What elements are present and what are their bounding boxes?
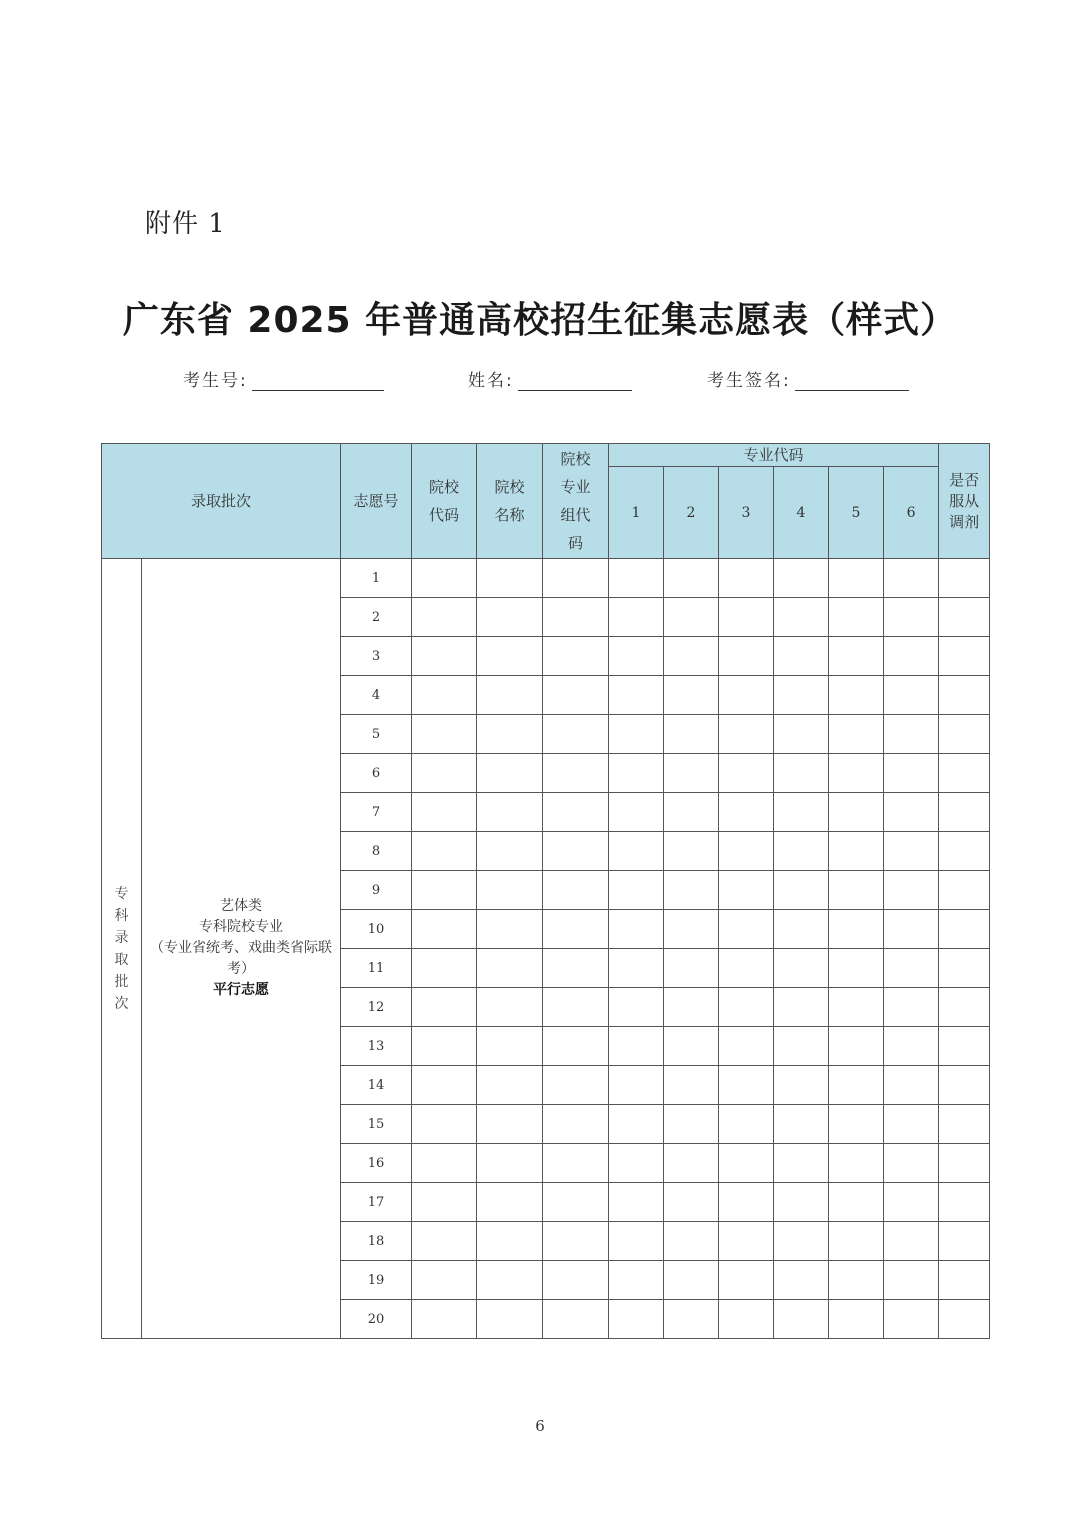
major-code-3-cell[interactable]	[719, 949, 774, 988]
signature-field[interactable]	[707, 366, 909, 391]
name-field[interactable]	[468, 366, 632, 391]
choice-number: 13	[341, 1027, 412, 1066]
major-code-2-cell[interactable]	[664, 832, 719, 871]
group-code-cell[interactable]	[543, 1105, 609, 1144]
major-code-6-cell[interactable]	[884, 1300, 939, 1339]
major-code-1-cell[interactable]	[609, 1144, 664, 1183]
group-code-cell[interactable]	[543, 637, 609, 676]
major-code-1-cell[interactable]	[609, 1183, 664, 1222]
choice-number: 1	[341, 559, 412, 598]
major-code-4-cell[interactable]	[774, 598, 829, 637]
signature-label: 考生签名:	[707, 371, 791, 391]
major-code-6-cell[interactable]	[884, 910, 939, 949]
school-code-cell[interactable]	[412, 1144, 477, 1183]
school-code-cell[interactable]	[412, 559, 477, 598]
header-major-3: 3	[719, 467, 774, 559]
major-code-3-cell[interactable]	[719, 832, 774, 871]
school-code-cell[interactable]	[412, 1222, 477, 1261]
school-name-cell[interactable]	[477, 715, 543, 754]
major-code-4-cell[interactable]	[774, 1183, 829, 1222]
major-code-3-cell[interactable]	[719, 637, 774, 676]
school-code-cell[interactable]	[412, 910, 477, 949]
school-name-cell[interactable]	[477, 1300, 543, 1339]
major-code-3-cell[interactable]	[719, 1066, 774, 1105]
major-code-6-cell[interactable]	[884, 871, 939, 910]
major-code-4-cell[interactable]	[774, 1105, 829, 1144]
header-batch: 录取批次	[102, 444, 341, 559]
choice-number: 16	[341, 1144, 412, 1183]
major-code-4-cell[interactable]	[774, 637, 829, 676]
major-code-3-cell[interactable]	[719, 910, 774, 949]
major-code-5-cell[interactable]	[829, 793, 884, 832]
adjust-cell[interactable]	[939, 676, 990, 715]
major-code-5-cell[interactable]	[829, 598, 884, 637]
major-code-1-cell[interactable]	[609, 1066, 664, 1105]
major-code-2-cell[interactable]	[664, 949, 719, 988]
major-code-5-cell[interactable]	[829, 1144, 884, 1183]
school-name-cell[interactable]	[477, 871, 543, 910]
major-code-2-cell[interactable]	[664, 871, 719, 910]
major-code-6-cell[interactable]	[884, 1027, 939, 1066]
adjust-cell[interactable]	[939, 754, 990, 793]
group-code-cell[interactable]	[543, 559, 609, 598]
group-code-cell[interactable]	[543, 1144, 609, 1183]
group-code-cell[interactable]	[543, 1222, 609, 1261]
major-code-2-cell[interactable]	[664, 715, 719, 754]
major-code-1-cell[interactable]	[609, 910, 664, 949]
adjust-cell[interactable]	[939, 1300, 990, 1339]
major-code-1-cell[interactable]	[609, 754, 664, 793]
header-choice-no: 志愿号	[341, 444, 412, 559]
adjust-cell[interactable]	[939, 598, 990, 637]
major-code-5-cell[interactable]	[829, 910, 884, 949]
major-code-1-cell[interactable]	[609, 1222, 664, 1261]
group-code-cell[interactable]	[543, 871, 609, 910]
major-code-6-cell[interactable]	[884, 1222, 939, 1261]
major-code-2-cell[interactable]	[664, 637, 719, 676]
school-name-cell[interactable]	[477, 910, 543, 949]
major-code-5-cell[interactable]	[829, 1183, 884, 1222]
candidate-number-label: 考生号:	[183, 371, 248, 391]
group-code-cell[interactable]	[543, 793, 609, 832]
candidate-info-fields	[0, 366, 1080, 396]
school-name-cell[interactable]	[477, 1105, 543, 1144]
school-name-cell[interactable]	[477, 1183, 543, 1222]
major-code-3-cell[interactable]	[719, 754, 774, 793]
school-name-cell[interactable]	[477, 949, 543, 988]
choice-number: 4	[341, 676, 412, 715]
major-code-1-cell[interactable]	[609, 598, 664, 637]
header-group-code-text: 院校专业组代码	[560, 450, 591, 552]
major-code-4-cell[interactable]	[774, 949, 829, 988]
major-code-5-cell[interactable]	[829, 1222, 884, 1261]
school-code-cell[interactable]	[412, 1105, 477, 1144]
major-code-3-cell[interactable]	[719, 598, 774, 637]
school-name-cell[interactable]	[477, 559, 543, 598]
choice-number: 2	[341, 598, 412, 637]
adjust-cell[interactable]	[939, 1105, 990, 1144]
major-code-1-cell[interactable]	[609, 637, 664, 676]
major-code-6-cell[interactable]	[884, 1066, 939, 1105]
major-code-2-cell[interactable]	[664, 1183, 719, 1222]
application-form-table	[101, 443, 990, 1339]
major-code-5-cell[interactable]	[829, 871, 884, 910]
choice-number: 20	[341, 1300, 412, 1339]
major-code-5-cell[interactable]	[829, 715, 884, 754]
major-code-6-cell[interactable]	[884, 676, 939, 715]
major-code-6-cell[interactable]	[884, 598, 939, 637]
adjust-cell[interactable]	[939, 715, 990, 754]
major-code-2-cell[interactable]	[664, 793, 719, 832]
header-major-1: 1	[609, 467, 664, 559]
choice-number: 15	[341, 1105, 412, 1144]
major-code-1-cell[interactable]	[609, 1105, 664, 1144]
choice-number: 14	[341, 1066, 412, 1105]
major-code-4-cell[interactable]	[774, 832, 829, 871]
choice-number: 7	[341, 793, 412, 832]
major-code-4-cell[interactable]	[774, 1066, 829, 1105]
choice-number: 8	[341, 832, 412, 871]
choice-number: 12	[341, 988, 412, 1027]
header-school-code-text: 院校代码	[429, 478, 460, 524]
major-code-4-cell[interactable]	[774, 715, 829, 754]
header-major-2: 2	[664, 467, 719, 559]
school-code-cell[interactable]	[412, 598, 477, 637]
major-code-5-cell[interactable]	[829, 988, 884, 1027]
major-code-4-cell[interactable]	[774, 871, 829, 910]
major-code-3-cell[interactable]	[719, 1261, 774, 1300]
school-name-cell[interactable]	[477, 637, 543, 676]
school-code-cell[interactable]	[412, 1300, 477, 1339]
major-code-2-cell[interactable]	[664, 1222, 719, 1261]
adjust-cell[interactable]	[939, 1144, 990, 1183]
school-code-cell[interactable]	[412, 637, 477, 676]
major-code-3-cell[interactable]	[719, 559, 774, 598]
choice-number: 3	[341, 637, 412, 676]
major-code-4-cell[interactable]	[774, 1300, 829, 1339]
major-code-1-cell[interactable]	[609, 559, 664, 598]
major-code-4-cell[interactable]	[774, 988, 829, 1027]
page-title: 广东省 2025 年普通高校招生征集志愿表（样式）	[122, 300, 958, 341]
major-code-6-cell[interactable]	[884, 1183, 939, 1222]
major-code-1-cell[interactable]	[609, 1027, 664, 1066]
adjust-cell[interactable]	[939, 910, 990, 949]
school-code-cell[interactable]	[412, 1066, 477, 1105]
major-code-6-cell[interactable]	[884, 793, 939, 832]
choice-number: 5	[341, 715, 412, 754]
major-code-6-cell[interactable]	[884, 1144, 939, 1183]
major-code-2-cell[interactable]	[664, 598, 719, 637]
major-code-6-cell[interactable]	[884, 715, 939, 754]
major-code-6-cell[interactable]	[884, 637, 939, 676]
school-code-cell[interactable]	[412, 676, 477, 715]
major-code-2-cell[interactable]	[664, 910, 719, 949]
major-code-2-cell[interactable]	[664, 1144, 719, 1183]
school-name-cell[interactable]	[477, 832, 543, 871]
major-code-1-cell[interactable]	[609, 871, 664, 910]
adjust-cell[interactable]	[939, 1261, 990, 1300]
major-code-3-cell[interactable]	[719, 1222, 774, 1261]
major-code-4-cell[interactable]	[774, 559, 829, 598]
major-code-2-cell[interactable]	[664, 1066, 719, 1105]
major-code-2-cell[interactable]	[664, 988, 719, 1027]
adjust-cell[interactable]	[939, 949, 990, 988]
major-code-2-cell[interactable]	[664, 1261, 719, 1300]
adjust-cell[interactable]	[939, 1027, 990, 1066]
major-code-5-cell[interactable]	[829, 1066, 884, 1105]
major-code-5-cell[interactable]	[829, 832, 884, 871]
batch-desc-line4: 平行志愿	[213, 982, 269, 998]
choice-number: 9	[341, 871, 412, 910]
major-code-5-cell[interactable]	[829, 949, 884, 988]
group-code-cell[interactable]	[543, 1027, 609, 1066]
school-code-cell[interactable]	[412, 1261, 477, 1300]
batch-name: 专科录取批次	[114, 885, 129, 1012]
batch-desc-line3: （专业省统考、戏曲类省际联考）	[150, 940, 332, 977]
choice-number: 6	[341, 754, 412, 793]
group-code-cell[interactable]	[543, 715, 609, 754]
major-code-3-cell[interactable]	[719, 1144, 774, 1183]
header-major-4: 4	[774, 467, 829, 559]
group-code-cell[interactable]	[543, 676, 609, 715]
adjust-cell[interactable]	[939, 1183, 990, 1222]
header-major-codes: 专业代码	[609, 444, 939, 467]
adjust-cell[interactable]	[939, 559, 990, 598]
batch-desc-line2: 专科院校专业	[199, 919, 283, 935]
major-code-3-cell[interactable]	[719, 676, 774, 715]
group-code-cell[interactable]	[543, 1183, 609, 1222]
major-code-3-cell[interactable]	[719, 1105, 774, 1144]
batch-name-cell	[102, 559, 142, 1339]
school-name-cell[interactable]	[477, 676, 543, 715]
choice-number: 18	[341, 1222, 412, 1261]
major-code-1-cell[interactable]	[609, 676, 664, 715]
major-code-4-cell[interactable]	[774, 910, 829, 949]
major-code-2-cell[interactable]	[664, 1105, 719, 1144]
major-code-3-cell[interactable]	[719, 715, 774, 754]
candidate-number-field[interactable]	[183, 366, 384, 391]
school-code-cell[interactable]	[412, 832, 477, 871]
header-group-code	[543, 444, 609, 559]
major-code-3-cell[interactable]	[719, 871, 774, 910]
major-code-6-cell[interactable]	[884, 1261, 939, 1300]
choice-number: 17	[341, 1183, 412, 1222]
choice-number: 19	[341, 1261, 412, 1300]
group-code-cell[interactable]	[543, 910, 609, 949]
major-code-6-cell[interactable]	[884, 949, 939, 988]
school-code-cell[interactable]	[412, 1183, 477, 1222]
school-code-cell[interactable]	[412, 1027, 477, 1066]
major-code-4-cell[interactable]	[774, 754, 829, 793]
major-code-4-cell[interactable]	[774, 793, 829, 832]
header-school-name-text: 院校名称	[494, 478, 525, 524]
major-code-1-cell[interactable]	[609, 793, 664, 832]
adjust-cell[interactable]	[939, 988, 990, 1027]
header-adjust-text: 是否服从调剂	[949, 470, 980, 531]
major-code-5-cell[interactable]	[829, 1105, 884, 1144]
school-name-cell[interactable]	[477, 793, 543, 832]
major-code-2-cell[interactable]	[664, 559, 719, 598]
school-name-cell[interactable]	[477, 1027, 543, 1066]
school-name-cell[interactable]	[477, 1066, 543, 1105]
major-code-6-cell[interactable]	[884, 559, 939, 598]
major-code-3-cell[interactable]	[719, 988, 774, 1027]
adjust-cell[interactable]	[939, 1066, 990, 1105]
major-code-5-cell[interactable]	[829, 1027, 884, 1066]
attachment-label: 附件 1	[145, 209, 226, 239]
major-code-4-cell[interactable]	[774, 1144, 829, 1183]
major-code-3-cell[interactable]	[719, 793, 774, 832]
school-code-cell[interactable]	[412, 754, 477, 793]
major-code-1-cell[interactable]	[609, 715, 664, 754]
adjust-cell[interactable]	[939, 1222, 990, 1261]
major-code-6-cell[interactable]	[884, 754, 939, 793]
group-code-cell[interactable]	[543, 1066, 609, 1105]
header-school-name	[477, 444, 543, 559]
adjust-cell[interactable]	[939, 793, 990, 832]
major-code-2-cell[interactable]	[664, 1300, 719, 1339]
major-code-2-cell[interactable]	[664, 1027, 719, 1066]
school-code-cell[interactable]	[412, 793, 477, 832]
school-code-cell[interactable]	[412, 871, 477, 910]
group-code-cell[interactable]	[543, 754, 609, 793]
major-code-3-cell[interactable]	[719, 1183, 774, 1222]
major-code-4-cell[interactable]	[774, 676, 829, 715]
name-blank[interactable]	[518, 372, 632, 391]
major-code-2-cell[interactable]	[664, 676, 719, 715]
major-code-6-cell[interactable]	[884, 832, 939, 871]
major-code-6-cell[interactable]	[884, 988, 939, 1027]
major-code-6-cell[interactable]	[884, 1105, 939, 1144]
major-code-1-cell[interactable]	[609, 1300, 664, 1339]
adjust-cell[interactable]	[939, 832, 990, 871]
header-major-5: 5	[829, 467, 884, 559]
major-code-5-cell[interactable]	[829, 637, 884, 676]
major-code-4-cell[interactable]	[774, 1027, 829, 1066]
major-code-1-cell[interactable]	[609, 949, 664, 988]
major-code-2-cell[interactable]	[664, 754, 719, 793]
table-row	[102, 559, 990, 598]
page-number: 6	[535, 1417, 545, 1435]
school-name-cell[interactable]	[477, 1222, 543, 1261]
major-code-4-cell[interactable]	[774, 1222, 829, 1261]
school-code-cell[interactable]	[412, 988, 477, 1027]
school-code-cell[interactable]	[412, 715, 477, 754]
major-code-1-cell[interactable]	[609, 988, 664, 1027]
group-code-cell[interactable]	[543, 988, 609, 1027]
header-adjust	[939, 444, 990, 559]
major-code-4-cell[interactable]	[774, 1261, 829, 1300]
batch-desc-cell	[142, 559, 341, 1339]
school-name-cell[interactable]	[477, 988, 543, 1027]
major-code-5-cell[interactable]	[829, 754, 884, 793]
major-code-1-cell[interactable]	[609, 832, 664, 871]
form-body	[102, 559, 990, 1339]
major-code-1-cell[interactable]	[609, 1261, 664, 1300]
header-major-6: 6	[884, 467, 939, 559]
major-code-3-cell[interactable]	[719, 1300, 774, 1339]
signature-blank[interactable]	[795, 372, 909, 391]
school-code-cell[interactable]	[412, 949, 477, 988]
major-code-5-cell[interactable]	[829, 1261, 884, 1300]
adjust-cell[interactable]	[939, 871, 990, 910]
group-code-cell[interactable]	[543, 1261, 609, 1300]
adjust-cell[interactable]	[939, 637, 990, 676]
school-name-cell[interactable]	[477, 1261, 543, 1300]
candidate-number-blank[interactable]	[252, 372, 384, 391]
major-code-5-cell[interactable]	[829, 559, 884, 598]
group-code-cell[interactable]	[543, 598, 609, 637]
major-code-5-cell[interactable]	[829, 1300, 884, 1339]
school-name-cell[interactable]	[477, 598, 543, 637]
batch-desc-line1: 艺体类	[220, 898, 262, 914]
header-school-code	[412, 444, 477, 559]
major-code-5-cell[interactable]	[829, 676, 884, 715]
choice-number: 10	[341, 910, 412, 949]
major-code-3-cell[interactable]	[719, 1027, 774, 1066]
group-code-cell[interactable]	[543, 949, 609, 988]
group-code-cell[interactable]	[543, 1300, 609, 1339]
school-name-cell[interactable]	[477, 1144, 543, 1183]
school-name-cell[interactable]	[477, 754, 543, 793]
name-label: 姓名:	[468, 371, 514, 391]
choice-number: 11	[341, 949, 412, 988]
group-code-cell[interactable]	[543, 832, 609, 871]
batch-description	[142, 896, 340, 1001]
